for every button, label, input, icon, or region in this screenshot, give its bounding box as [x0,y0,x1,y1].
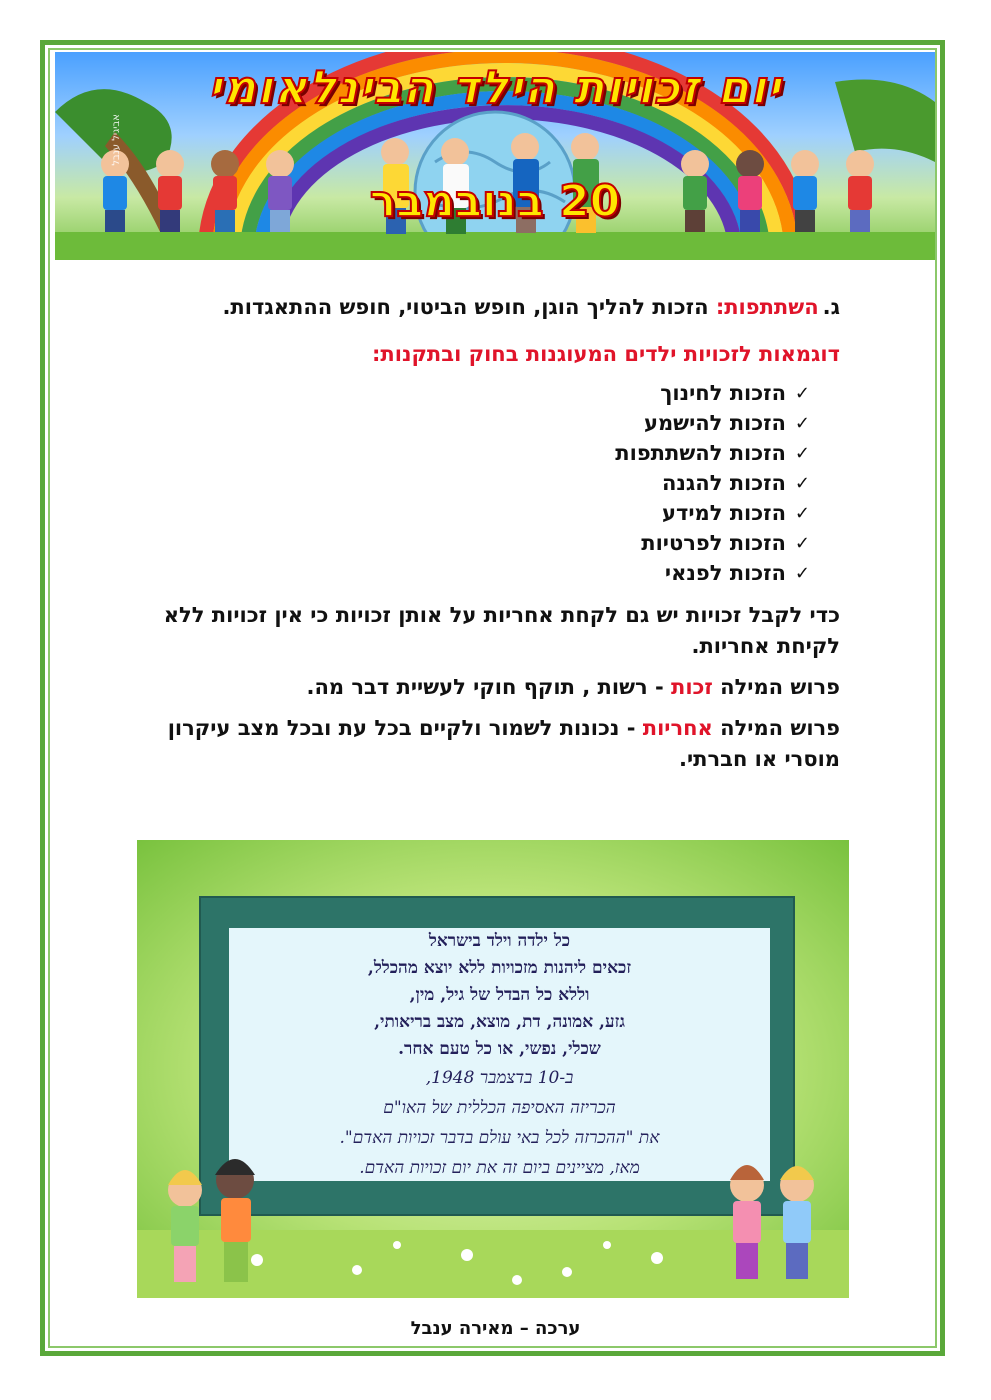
check-icon: ✓ [794,502,810,524]
rights-list [160,378,840,588]
right-label: הזכות לפנאי [664,560,786,585]
poster-handwritten-line: הכריזה האסיפה הכללית של האו"ם [383,1098,616,1118]
poster-line: שכלי, נפשי, או כל טעם אחר. [398,1039,601,1059]
definition-right-word: זכות [670,675,713,699]
section-c-body [160,292,823,323]
section-c-text: הזכות להליך הוגן, חופש הביטוי, חופש ההתאגדות. [222,295,709,319]
list-item [160,498,810,528]
definition-responsibility [160,713,840,775]
check-icon: ✓ [794,442,810,464]
definition-responsibility-text: - נכונות לשמור ולקיים בכל עת ובכל מצב עיקרון מוסרי או חברתי. [167,716,840,771]
responsibility-paragraph: כדי לקבל זכויות יש גם לקחת אחריות על אותן זכויות כי אין זכויות ללא לקיחת אחריות. [163,603,840,658]
section-c [160,292,840,323]
definition-right [160,672,840,703]
examples-title: דוגמאות לזכויות ילדים המעוגנות בחוק ובתקנות: [372,342,840,366]
poster-line: כל ילדה וילד בישראל [428,931,571,951]
check-icon: ✓ [794,382,810,404]
poster-line: זכאים ליהנות מזכויות ללא יוצא מהכלל, [367,958,632,978]
poster-handwritten-line: ב-10 בדצמבר 1948, [425,1068,574,1088]
check-icon: ✓ [794,532,810,554]
check-icon: ✓ [794,412,810,434]
footer-credit: ערכה – מאירה ענבל [410,1318,581,1339]
list-item [160,378,810,408]
definition-right-prefix: פרוש המילה [720,675,840,699]
definition-responsibility-prefix: פרוש המילה [720,716,840,740]
banner-credit: אביגיל ענבל [111,114,122,166]
poster-line: גזע, אמונה, דת, מוצא, מצב בריאותי, [374,1012,625,1032]
section-c-label: השתתפות: [715,295,819,319]
list-item [160,528,810,558]
poster-line: וללא כל הבדל של גיל, מין, [409,985,590,1005]
right-label: הזכות לחינוך [660,380,786,405]
definition-right-text: - רשות , תוקף חוקי לעשיית דבר מה. [306,675,664,699]
banner-title: יום זכויות הילד הבינלאומי [208,60,782,114]
poster-handwritten-line: מאז, מציינים ביום זה את יום זכויות האדם. [359,1158,640,1178]
right-label: הזכות להשתתפות [615,440,786,465]
main-content [160,292,840,785]
banner-date: 20 בנובמבר [369,176,621,227]
right-label: הזכות להישמע [643,410,786,435]
poster-children-illustration [137,840,849,1298]
right-label: הזכות למידע [661,500,786,525]
right-label: הזכות לפרטיות [641,530,786,555]
list-item [160,408,810,438]
list-item [160,468,810,498]
declaration-poster [137,840,849,1298]
right-label: הזכות להגנה [661,470,786,495]
definition-responsibility-word: אחריות [642,716,713,740]
list-item [160,558,810,588]
header-banner [55,52,935,260]
check-icon: ✓ [794,472,810,494]
check-icon: ✓ [794,562,810,584]
poster-handwritten-line: את "ההכרזה לכל באי עולם בדבר זכויות האדם". [339,1128,660,1148]
section-c-prefix: ג. [822,295,840,319]
list-item [160,438,810,468]
